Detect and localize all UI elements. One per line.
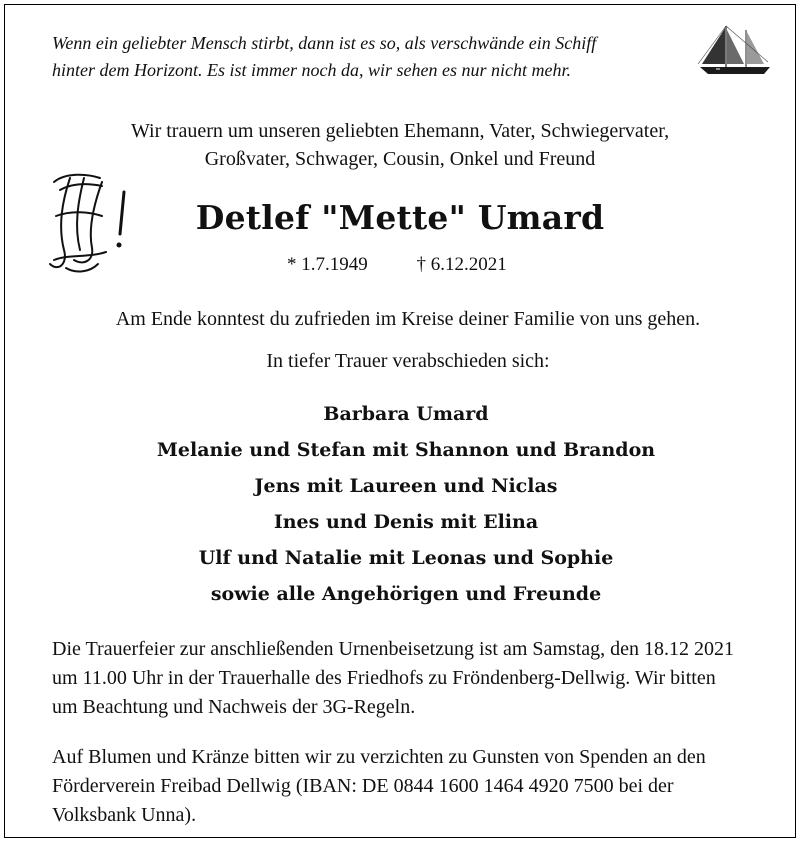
mourner-name: Ulf und Natalie mit Leonas und Sophie — [198, 547, 614, 569]
intro-line: Großvater, Schwager, Cousin, Onkel und Freund — [204, 148, 596, 170]
deceased-name: Detlef "Mette" Umard — [195, 198, 605, 237]
death-date: † 6.12.2021 — [416, 254, 507, 275]
mourner-name: Jens mit Laureen und Niclas — [254, 475, 558, 497]
donation-line: Auf Blumen und Kränze bitten wir zu verzichten zu Gunsten von Spenden an den — [52, 746, 706, 768]
intro-line: Wir trauern um unseren geliebten Ehemann, Vater, Schwiegervater, — [130, 120, 670, 142]
farewell-line: Am Ende konntest du zufrieden im Kreise deiner Familie von uns gehen. — [115, 308, 701, 330]
sailing-ship-icon — [696, 22, 772, 82]
service-line: Die Trauerfeier zur anschließenden Urnenbeisetzung ist am Samstag, den 18.12 2021 — [52, 638, 735, 660]
mourner-name: sowie alle Angehörigen und Freunde — [210, 583, 602, 605]
donation-line: Volksbank Unna). — [52, 804, 197, 826]
life-dates — [287, 254, 547, 276]
motto-line: Wenn ein geliebter Mensch stirbt, dann ist es so, als verschwände ein Schiff — [52, 33, 597, 53]
mourner-name: Barbara Umard — [323, 403, 489, 425]
mourner-name: Melanie und Stefan mit Shannon und Brandon — [156, 439, 656, 461]
mourner-name: Ines und Denis mit Elina — [273, 511, 539, 533]
motto-quote — [52, 30, 672, 84]
service-line: um Beachtung und Nachweis der 3G-Regeln. — [52, 696, 416, 718]
service-notice — [52, 635, 782, 722]
donation-line: Förderverein Freibad Dellwig (IBAN: DE 0844 1600 1464 4920 7500 bei der — [52, 775, 674, 797]
donation-notice — [52, 743, 782, 830]
motto-line: hinter dem Horizont. Es ist immer noch da, wir sehen es nur nicht mehr. — [52, 60, 571, 80]
intro-text — [0, 117, 800, 173]
birth-date: * 1.7.1949 — [287, 254, 368, 275]
mourners-intro: In tiefer Trauer verabschieden sich: — [266, 350, 550, 372]
service-line: um 11.00 Uhr in der Trauerhalle des Friedhofs zu Fröndenberg-Dellwig. Wir bitten — [52, 667, 716, 689]
mourners-list — [0, 396, 800, 612]
